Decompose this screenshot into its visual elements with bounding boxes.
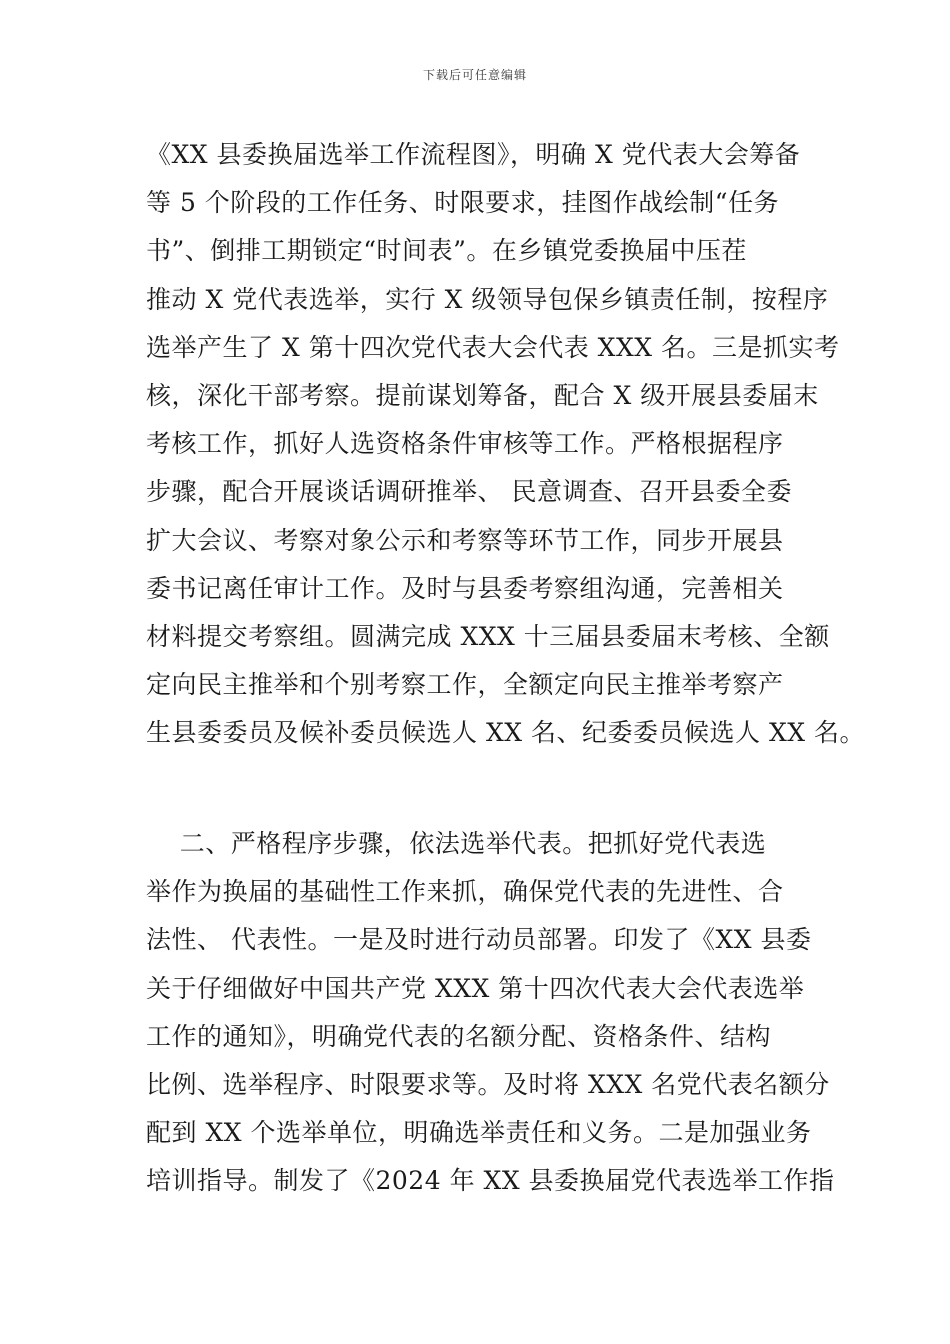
text-line: 关于仔细做好中国共产党 XXX 第十四次代表大会代表选举: [146, 973, 805, 1003]
text-line: 选举产生了 X 第十四次党代表大会代表 XXX 名。三是抓实考: [146, 332, 840, 362]
text-line: 考核工作，抓好人选资格条件审核等工作。严格根据程序: [146, 429, 784, 459]
text-line: 配到 XX 个选举单位，明确选举责任和义务。二是加强业务: [146, 1118, 812, 1148]
text-line: 工作的通知》，明确党代表的名额分配、资格条件、结构: [146, 1021, 772, 1051]
text-line: 核，深化干部考察。提前谋划筹备，配合 X 级开展县委届末: [146, 380, 819, 410]
paragraph-2: [146, 820, 946, 1206]
text-line: 书”、倒排工期锁定“时间表”。在乡镇党委换届中压茬: [146, 236, 747, 266]
text-line: 推动 X 党代表选举，实行 X 级领导包保乡镇责任制，按程序: [146, 284, 829, 314]
text-line: 《XX 县委换届选举工作流程图》，明确 X 党代表大会筹备: [146, 140, 801, 169]
text-line: 生县委委员及候补委员候选人 XX 名、纪委委员候选人 XX 名。: [146, 718, 865, 748]
paragraph-1: [146, 131, 946, 757]
text-line: 培训指导。制发了《2024 年 XX 县委换届党代表选举工作指: [146, 1166, 835, 1196]
text-line: 举作为换届的基础性工作来抓，确保党代表的先进性、合: [146, 877, 784, 907]
text-line: 扩大会议、考察对象公示和考察等环节工作，同步开展县: [146, 525, 784, 555]
text-line: 等 5 个阶段的工作任务、时限要求，挂图作战绘制“任务: [146, 188, 780, 218]
text-line: 定向民主推举和个别考察工作，全额定向民主推举考察产: [146, 670, 784, 700]
text-line: 二、严格程序步骤，依法选举代表。把抓好党代表选: [146, 829, 767, 858]
text-line: 材料提交考察组。圆满完成 XXX 十三届县委届末考核、全额: [146, 621, 830, 651]
text-line: 委书记离任审计工作。及时与县委考察组沟通，完善相关: [146, 573, 784, 603]
text-line: 法性、 代表性。一是及时进行动员部署。印发了《XX 县委: [146, 925, 812, 955]
page-header: 下载后可任意编辑: [422, 68, 527, 82]
text-line: 比例、选举程序、时限要求等。及时将 XXX 名党代表名额分: [146, 1069, 830, 1099]
text-line: 步骤，配合开展谈话调研推举、 民意调查、召开县委全委: [146, 477, 792, 507]
